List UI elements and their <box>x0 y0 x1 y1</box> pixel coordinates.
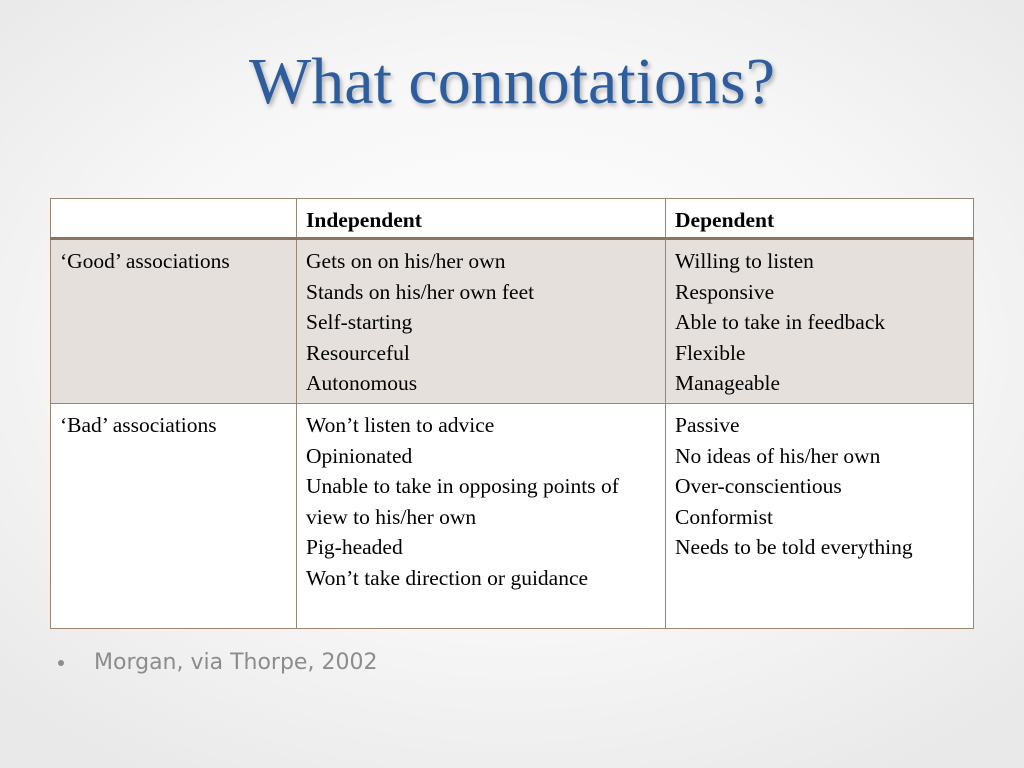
header-cell-independent: Independent <box>297 199 666 239</box>
trait-item: Won’t take direction or guidance <box>306 565 589 590</box>
cell-bad-independent <box>297 404 666 629</box>
trait-item: No ideas of his/her own <box>675 443 881 468</box>
header-cell-empty <box>51 199 297 239</box>
cell-bad-dependent <box>666 404 974 629</box>
trait-item: Able to take in feedback <box>675 310 886 335</box>
trait-item: Flexible <box>675 340 746 365</box>
table-row-good-associations <box>51 239 974 404</box>
trait-item: Manageable <box>675 371 781 396</box>
trait-item: Passive <box>675 413 740 437</box>
cell-good-independent <box>297 239 666 404</box>
trait-item: Resourceful <box>306 340 410 365</box>
header-cell-dependent: Dependent <box>666 199 974 239</box>
trait-item: Over-conscientious <box>675 474 842 499</box>
trait-item: Stands on his/her own feet <box>306 279 535 304</box>
citation-text: Morgan, via Thorpe, 2002 <box>94 650 378 675</box>
row-label-text: ‘Good’ associations <box>60 249 230 273</box>
cell-good-dependent <box>666 239 974 404</box>
trait-item: Pig-headed <box>306 535 403 560</box>
table-row-bad-associations <box>51 404 974 629</box>
table-header-row <box>51 199 974 239</box>
trait-item: Responsive <box>675 279 775 304</box>
row-label-good <box>51 239 297 404</box>
connotations-table <box>50 198 974 629</box>
trait-item: Willing to listen <box>675 249 814 273</box>
trait-item: Autonomous <box>306 371 418 396</box>
trait-item: Opinionated <box>306 443 413 468</box>
connotations-table-container <box>50 198 973 629</box>
trait-item: Won’t listen to advice <box>306 413 495 437</box>
slide-title: What connotations? <box>248 45 775 118</box>
bullet-icon <box>58 660 64 666</box>
trait-item: Needs to be told everything <box>675 535 913 560</box>
trait-item: Self-starting <box>306 310 413 335</box>
trait-item: Unable to take in opposing points of view to his/her own <box>306 474 619 529</box>
row-label-text: ‘Bad’ associations <box>60 413 217 437</box>
trait-item: Conformist <box>675 504 773 529</box>
list-item <box>58 646 377 680</box>
citation-bullet-list <box>58 646 377 680</box>
trait-item: Gets on on his/her own <box>306 249 506 273</box>
row-label-bad <box>51 404 297 629</box>
